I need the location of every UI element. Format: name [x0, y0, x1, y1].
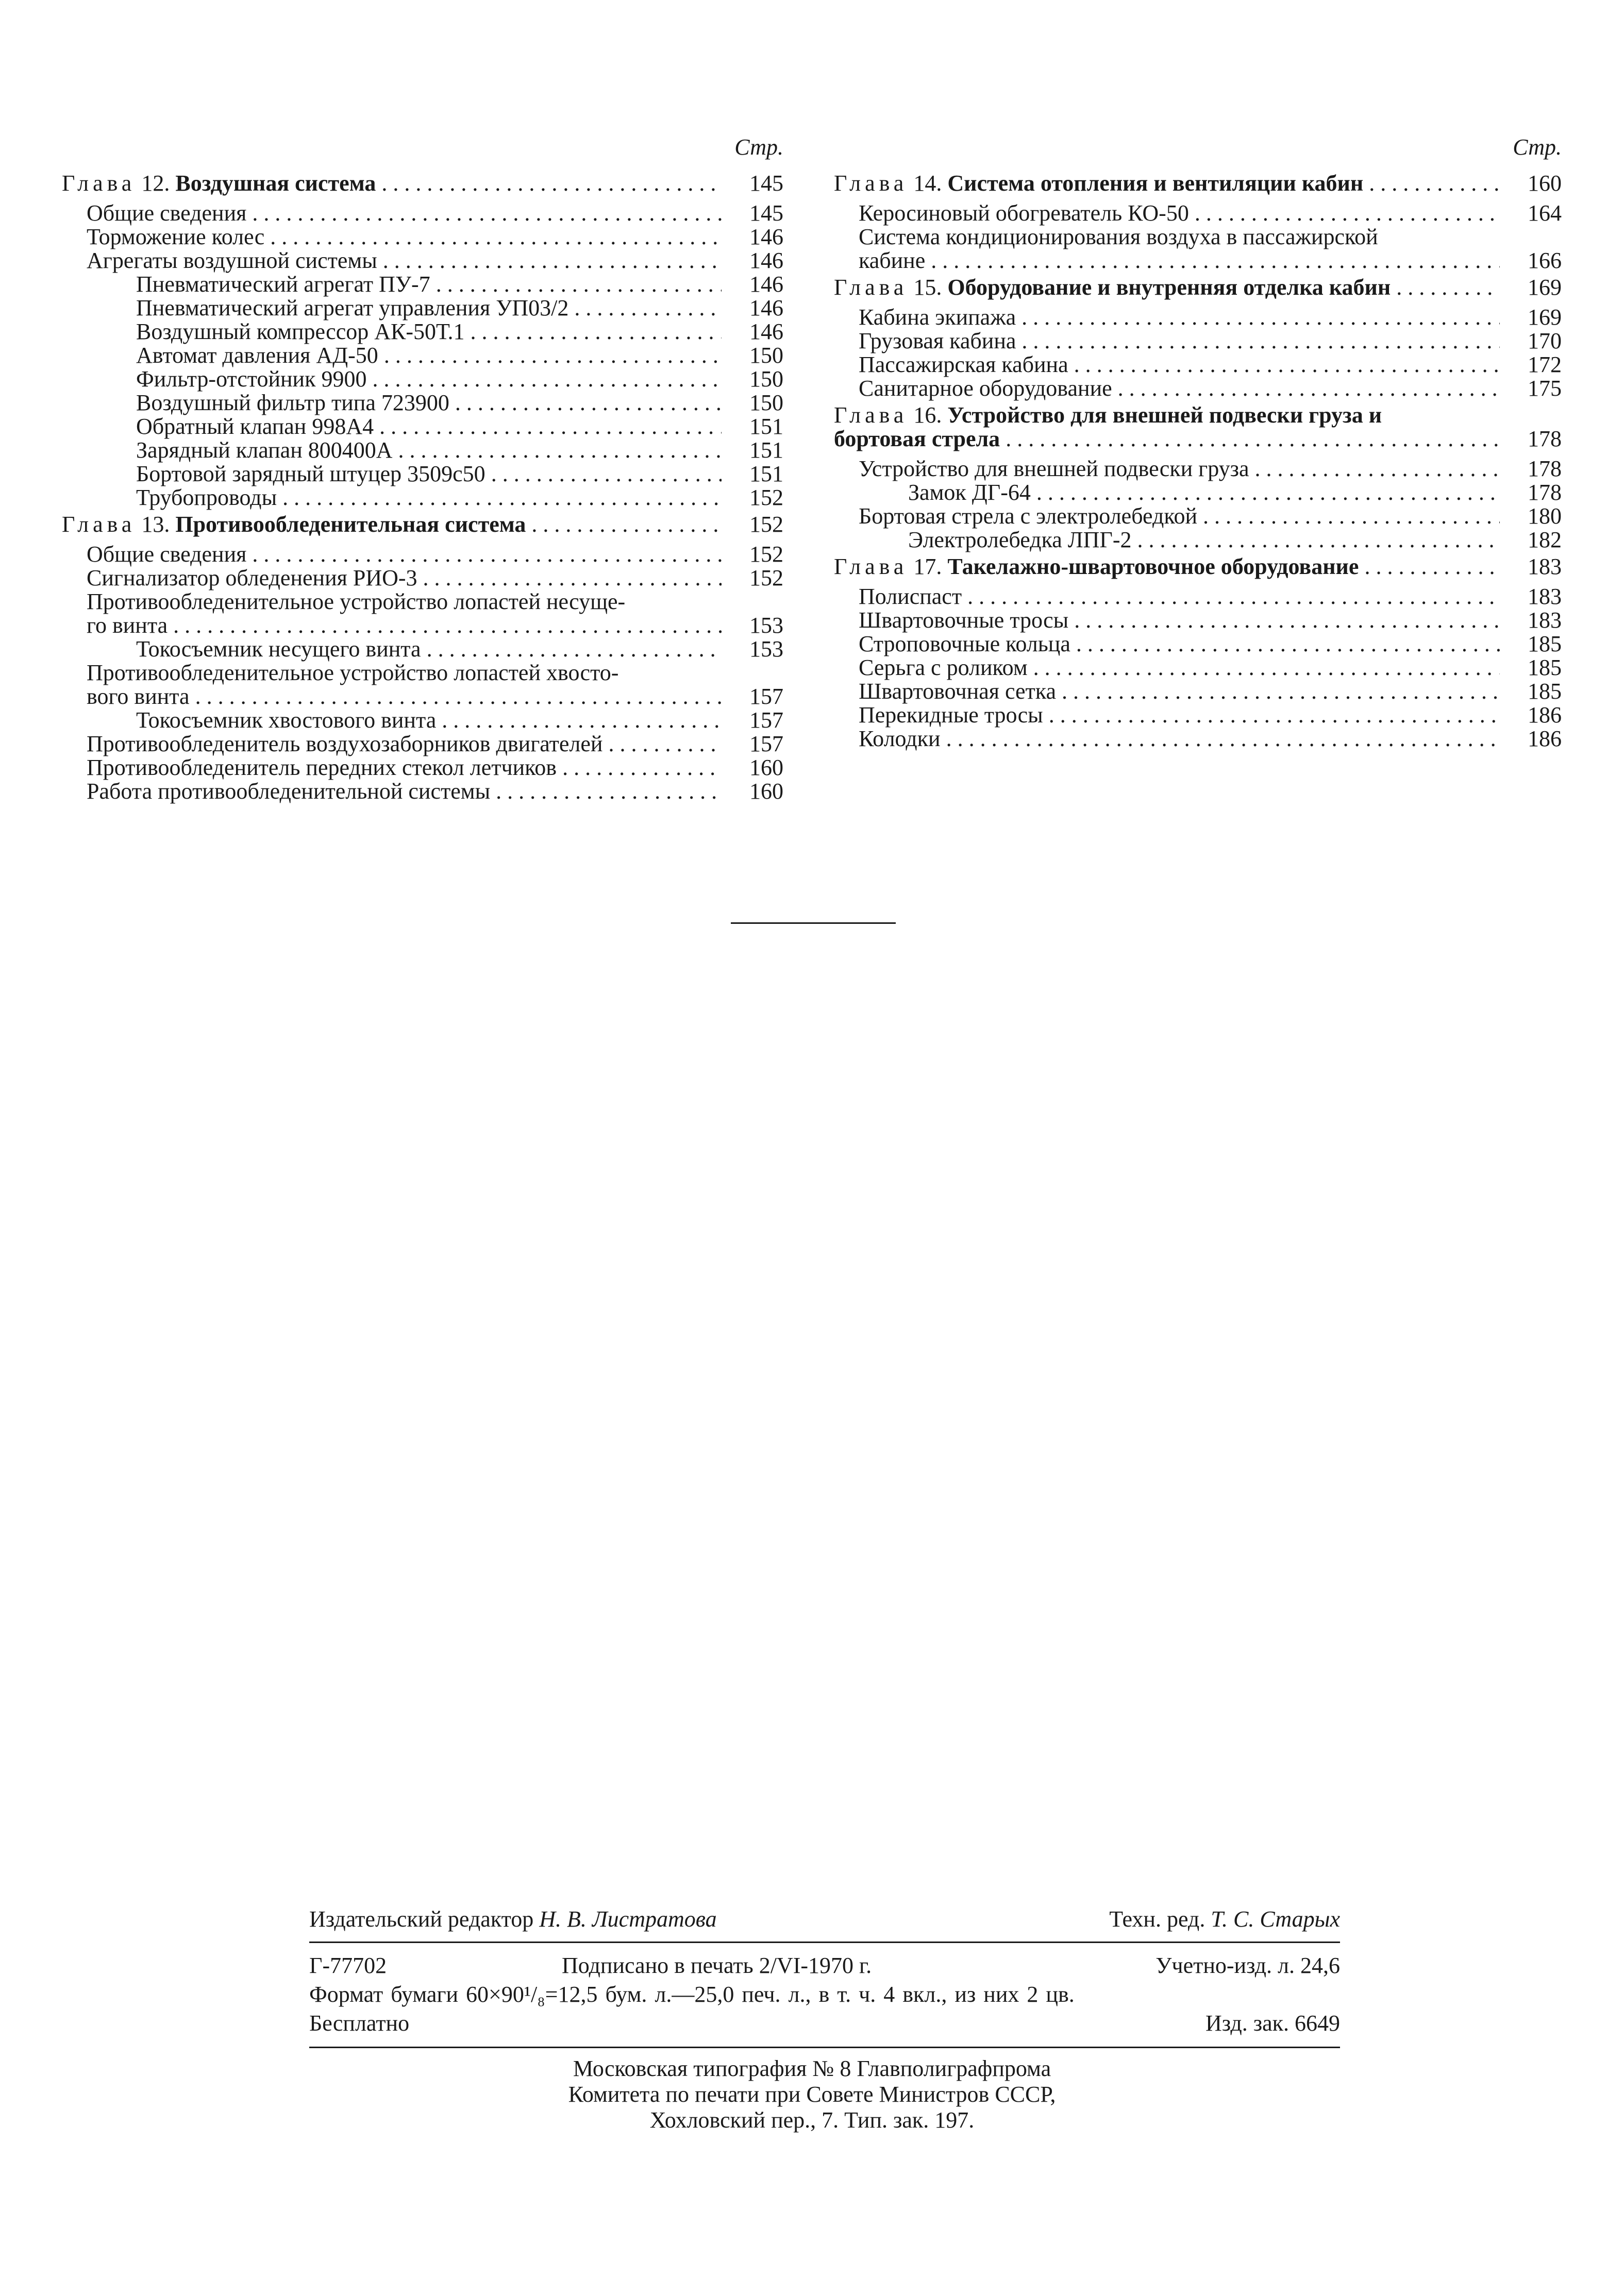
toc-chapter-row [62, 512, 783, 537]
toc-chapter-row [834, 554, 1562, 579]
toc-entry-label: Швартовочные тросы . . . [859, 608, 1500, 633]
toc-entry-label: Бортовая стрела с электролебедкой . . . [859, 504, 1500, 529]
toc-entry-row [834, 608, 1562, 633]
imprint-price: Бесплатно [309, 2011, 410, 2036]
toc-entry-row [62, 391, 783, 415]
toc-chapter-label [834, 554, 1500, 579]
toc-entry-label: Грузовая кабина . . . [859, 329, 1500, 353]
toc-chapter-row [834, 275, 1562, 300]
toc-entry-row [834, 305, 1562, 330]
toc-entry-row [62, 779, 783, 804]
page-column-header: Стр. [1513, 134, 1562, 160]
toc-page-number: 172 [1528, 352, 1562, 377]
chapter-number: 15. [913, 275, 942, 300]
toc-entry-label: Противообледенитель воздухозаборников двигателей . . . [87, 732, 722, 756]
toc-entry-row [62, 296, 783, 320]
toc-page-number: 150 [749, 390, 783, 415]
toc-entry-row [62, 225, 783, 249]
toc-entry-label: кабине . . . [859, 248, 1500, 273]
toc-entry-row [834, 679, 1562, 704]
imprint-format: Формат бумаги 60×90¹/₈=12,5 бум. л.—25,0 печ. л., в т. ч. 4 вкл., из них 2 цв. [309, 1982, 1075, 2007]
toc-chapter-row [834, 171, 1562, 196]
toc-entry-row [834, 584, 1562, 609]
imprint-code: Г-77702 [309, 1953, 387, 1978]
chapter-number: 17. [913, 554, 942, 579]
toc-entry-label: Сигнализатор обледенения РИО-3 . . . [87, 566, 722, 590]
toc-page-number: 178 [1528, 456, 1562, 481]
toc-entry-label: Колодки . . . [859, 727, 1500, 751]
chapter-number: 12. [141, 171, 170, 196]
chapter-prefix: Глава [62, 512, 136, 537]
toc-entry-label: Керосиновый обогреватель КО-50 . . . [859, 201, 1500, 226]
toc-entry-label: Воздушный фильтр типа 723900 . . . [136, 391, 722, 415]
toc-page-number: 157 [749, 731, 783, 756]
toc-page-number: 186 [1528, 726, 1562, 751]
toc-entry-label: Бортовой зарядный штуцер 3509с50 . . . [136, 462, 722, 486]
chapter-title: Воздушная система [175, 171, 376, 196]
toc-page-number: 146 [749, 295, 783, 320]
toc-entry-row [62, 485, 783, 510]
toc-page-number: 169 [1528, 275, 1562, 300]
imprint-rule-top [309, 1942, 1340, 1943]
tech-editor-label: Техн. ред. [1109, 1906, 1206, 1932]
editor-label: Издательский редактор [309, 1906, 534, 1932]
toc-entry-row [834, 703, 1562, 728]
toc-entry-row [62, 589, 783, 614]
toc-entry-label: Строповочные кольца . . . [859, 632, 1500, 656]
toc-entry-row-continued [62, 613, 783, 638]
chapter-title: Такелажно-швартовочное оборудование [947, 554, 1359, 579]
toc-entry-label: Пневматический агрегат управления УП03/2 . . . [136, 296, 722, 320]
toc-entry-label: Общие сведения . . . [87, 201, 722, 226]
toc-page-number: 152 [749, 542, 783, 567]
toc-chapter-label [834, 427, 1500, 451]
toc-entry-label: Токосъемник хвостового винта . . . [136, 708, 722, 733]
toc-entry-label: Воздушный компрессор АК-50Т.1 . . . [136, 319, 722, 344]
toc-entry-label: Противообледенитель передних стекол летчиков . . . [87, 755, 722, 780]
toc-entry-row [62, 438, 783, 463]
toc-page-number: 186 [1528, 702, 1562, 728]
toc-chapter-label [834, 403, 1562, 428]
toc-page-number: 157 [749, 684, 783, 709]
toc-page-number: 169 [1528, 305, 1562, 330]
toc-page-number: 170 [1528, 328, 1562, 353]
toc-chapter-row [834, 403, 1562, 428]
toc-entry-label: Система кондиционирования воздуха в пассажирской [859, 225, 1378, 249]
toc-page-number: 160 [749, 779, 783, 804]
toc-entry-label: Токосъемник несущего винта . . . [136, 637, 722, 662]
toc-entry-row [62, 343, 783, 368]
toc-page-number: 160 [749, 755, 783, 780]
toc-entry-label: Общие сведения . . . [87, 542, 722, 567]
toc-entry-label: Противообледенительное устройство лопастей хвосто- [87, 661, 619, 685]
chapter-prefix: Глава [834, 403, 908, 428]
toc-entry-label: Замок ДГ-64 . . . [908, 480, 1500, 505]
toc-entry-row [62, 248, 783, 273]
toc-page-number: 185 [1528, 679, 1562, 704]
toc-entry-row [62, 319, 783, 344]
toc-page-number: 146 [749, 272, 783, 297]
toc-entry-row [62, 201, 783, 226]
toc-entry-row [834, 504, 1562, 529]
toc-entry-label: Устройство для внешней подвески груза . . . [859, 457, 1500, 481]
toc-entry-row [834, 376, 1562, 401]
printer-line-1: Московская типография № 8 Главполиграфпрома [573, 2056, 1051, 2081]
toc-chapter-label [834, 275, 1500, 300]
toc-page-number: 145 [749, 171, 783, 196]
toc-page-number: 146 [749, 224, 783, 249]
toc-page-number: 146 [749, 248, 783, 273]
toc-page-number: 150 [749, 366, 783, 392]
chapter-title: бортовая стрела [834, 427, 1000, 451]
toc-entry-label: Обратный клапан 998А4 . . . [136, 414, 722, 439]
toc-entry-label: Торможение колес . . . [87, 225, 722, 249]
chapter-title: Оборудование и внутренняя отделка кабин [947, 275, 1391, 300]
toc-chapter-label [62, 512, 722, 537]
toc-page-number: 151 [749, 461, 783, 486]
chapter-number: 13. [141, 512, 170, 537]
toc-entry-row [834, 727, 1562, 751]
chapter-title: Противообледенительная система [175, 512, 526, 537]
toc-entry-label: Пневматический агрегат ПУ-7 . . . [136, 272, 722, 297]
toc-chapter-label [62, 171, 722, 196]
toc-entry-row [62, 566, 783, 590]
toc-entry-label: Кабина экипажа . . . [859, 305, 1500, 330]
toc-page-number: 145 [749, 200, 783, 226]
printer-line-3: Хохловский пер., 7. Тип. зак. 197. [649, 2107, 975, 2133]
toc-entry-label: Работа противообледенительной системы . . . [87, 779, 722, 804]
toc-entry-label: Фильтр-отстойник 9900 . . . [136, 367, 722, 392]
imprint-rule-bottom [309, 2047, 1340, 2048]
toc-entry-row [834, 225, 1562, 249]
toc-page-number: 185 [1528, 655, 1562, 680]
toc-page-number: 152 [749, 565, 783, 590]
toc-entry-row [62, 708, 783, 733]
toc-entry-row [62, 272, 783, 297]
toc-entry-row [62, 732, 783, 756]
chapter-title: Система отопления и вентиляции кабин [947, 171, 1364, 196]
toc-entry-row [62, 661, 783, 685]
chapter-number: 16. [913, 403, 942, 428]
toc-page-number: 152 [749, 512, 783, 537]
toc-chapter-row [62, 171, 783, 196]
toc-page-number: 153 [749, 613, 783, 638]
toc-entry-label: Электролебедка ЛПГ-2 . . . [908, 528, 1500, 552]
toc-page-number: 150 [749, 343, 783, 368]
toc-entry-row [62, 414, 783, 439]
toc-page-number: 178 [1528, 426, 1562, 451]
chapter-prefix: Глава [834, 554, 908, 579]
page-column-header: Стр. [734, 134, 783, 160]
toc-entry-row [62, 542, 783, 567]
chapter-prefix: Глава [62, 171, 136, 196]
chapter-title: Устройство для внешней подвески груза и [947, 403, 1382, 428]
toc-entry-label: Автомат давления АД-50 . . . [136, 343, 722, 368]
toc-page-number: 182 [1528, 527, 1562, 552]
toc-entry-label: Трубопроводы . . . [136, 485, 722, 510]
imprint-uch-izd: Учетно-изд. л. 24,6 [1156, 1953, 1340, 1978]
toc-entry-row [834, 329, 1562, 353]
toc-page-number: 146 [749, 319, 783, 344]
toc-chapter-row-continued [834, 427, 1562, 451]
toc-entry-label: Полиспаст . . . [859, 584, 1500, 609]
toc-entry-row [834, 201, 1562, 226]
chapter-prefix: Глава [834, 171, 908, 196]
toc-entry-label: Перекидные тросы . . . [859, 703, 1500, 728]
toc-entry-row [62, 755, 783, 780]
toc-entry-row [62, 637, 783, 662]
toc-entry-label: Пассажирская кабина . . . [859, 352, 1500, 377]
separator-rule [731, 922, 896, 924]
toc-entry-label: го винта . . . [87, 613, 722, 638]
toc-entry-label: Серьга с роликом . . . [859, 655, 1500, 680]
toc-entry-row [834, 457, 1562, 481]
printer-line-2: Комитета по печати при Совете Министров СССР, [568, 2082, 1056, 2107]
toc-entry-label: Противообледенительное устройство лопастей несуще- [87, 589, 626, 614]
toc-page-number: 183 [1528, 584, 1562, 609]
chapter-number: 14. [913, 171, 942, 196]
toc-page-number: 152 [749, 485, 783, 510]
toc-page-number: 180 [1528, 503, 1562, 529]
toc-entry-label: Зарядный клапан 800400А . . . [136, 438, 722, 463]
toc-entry-row-continued [834, 248, 1562, 273]
toc-page-number: 164 [1528, 200, 1562, 226]
toc-entry-row [834, 528, 1562, 552]
toc-page-number: 183 [1528, 607, 1562, 633]
toc-entry-row [834, 352, 1562, 377]
imprint-order: Изд. зак. 6649 [1205, 2011, 1340, 2036]
toc-page-number: 151 [749, 414, 783, 439]
toc-entry-label: Швартовочная сетка . . . [859, 679, 1500, 704]
toc-entry-row [834, 632, 1562, 656]
toc-entry-row [62, 462, 783, 486]
toc-entry-row [834, 480, 1562, 505]
toc-page-number: 153 [749, 636, 783, 662]
toc-page-number: 185 [1528, 631, 1562, 656]
toc-entry-label: вого винта . . . [87, 684, 722, 709]
toc-entry-label: Санитарное оборудование . . . [859, 376, 1500, 401]
chapter-prefix: Глава [834, 275, 908, 300]
tech-editor-name: Т. С. Старых [1211, 1906, 1340, 1932]
toc-page-number: 151 [749, 437, 783, 463]
toc-page-number: 166 [1528, 248, 1562, 273]
toc-page-number: 157 [749, 707, 783, 733]
toc-page-number: 160 [1528, 171, 1562, 196]
toc-entry-row [62, 367, 783, 392]
toc-chapter-label [834, 171, 1500, 196]
toc-page-number: 178 [1528, 480, 1562, 505]
toc-page-number: 183 [1528, 554, 1562, 579]
toc-entry-row [834, 655, 1562, 680]
toc-entry-row-continued [62, 684, 783, 709]
toc-entry-label: Агрегаты воздушной системы . . . [87, 248, 722, 273]
toc-page-number: 175 [1528, 376, 1562, 401]
editor-name: Н. В. Листратова [539, 1906, 717, 1932]
imprint-signed: Подписано в печать 2/VI-1970 г. [562, 1953, 872, 1978]
